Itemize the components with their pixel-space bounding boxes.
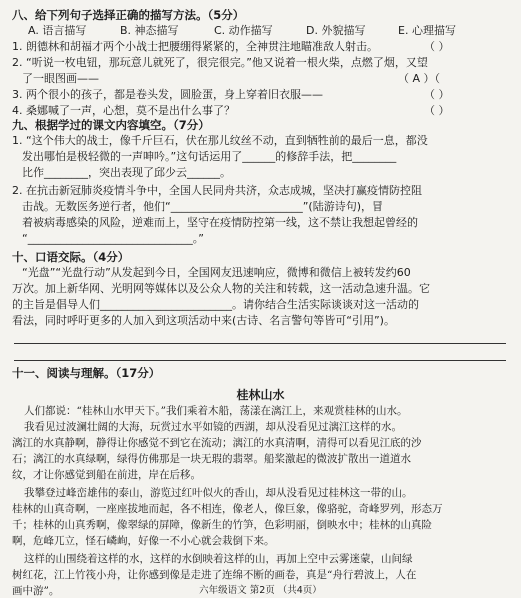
s8-answer-3: （ ） xyxy=(424,88,450,101)
s9-q2-line2: 击战。无数医务逆行者，他们“________________________”(陆游诗句)，冒 xyxy=(22,200,383,213)
essay-line: 画中游”。 xyxy=(12,585,60,597)
essay-line: 人们都说：“桂林山水甲天下。”我们乘着木船，荡漾在漓江上，来观赏桂林的山水。 xyxy=(24,405,408,417)
essay-line: 纹，才让你感觉到船在前进，岸在后移。 xyxy=(12,469,201,481)
option-a: A. 语言描写 xyxy=(28,24,87,37)
answer-line-1 xyxy=(14,343,506,344)
s8-question-1: 1. 朗德林和胡福才两个小战士把腰绷得紧紧的，全神贯注地瞄准敌人射击。 xyxy=(12,40,378,53)
s10-line3: 的主旨是倡导人们________________________。请你结合生活实际谈谈对这一活动的 xyxy=(12,298,419,311)
option-b: B. 神态描写 xyxy=(120,24,179,37)
s10-line4: 看法，同时呼吁更多的人加入到这项活动中来(古诗、名言警句等皆可“引用”)。 xyxy=(12,314,395,327)
s9-q1-line2: 发出哪怕是极轻微的一声呻吟。”这句话运用了______的修辞手法，把________ xyxy=(22,150,397,163)
essay-line: 树红花，江上竹筏小舟，让你感到像是走进了连绵不断的画卷，真是“舟行碧波上，人在 xyxy=(12,569,417,581)
s9-q1-line1: 1. “这个伟大的战士，像千斤巨石，伏在那儿纹丝不动，直到牺牲前的最后一息，都没 xyxy=(12,134,428,147)
essay-line: 桂林的山真奇啊，一座座拔地而起，各不相连，像老人，像巨象，像骆驼，奇峰罗列，形态万 xyxy=(12,503,443,515)
s10-line1: “光盘”“光盘行动”从发起到今日，全国网友迅速响应，微博和微信上被转发约60 xyxy=(22,266,411,279)
s9-q2-line3: 着被病毒感染的风险，逆难而上，坚守在疫情防控第一线，这不禁让我想起曾经的 xyxy=(22,216,418,229)
essay-line: 啊，危峰兀立，怪石嶙峋，好像一不小心就会栽倒下来。 xyxy=(12,535,275,547)
section-8-title: 八、给下列句子选择正确的描写方法。（5分） xyxy=(12,8,245,22)
option-d: D. 外貌描写 xyxy=(306,24,366,37)
s8-answer-1: （ ） xyxy=(424,40,450,53)
essay-line: 石；漓江的水真绿啊，绿得仿佛那是一块无瑕的翡翠。船桨激起的微波扩散出一道道水 xyxy=(12,453,411,465)
s9-q2-line1: 2. 在抗击新冠肺炎疫情斗争中，全国人民同舟共济，众志成城，坚决打赢疫情防控阻 xyxy=(12,184,422,197)
s8-question-2b: 了一眼图画—— xyxy=(22,72,99,85)
s8-question-2a: 2. “听说一枚电钮，那玩意儿就死了，很完很完。”他又说着一根火柴，点燃了烟，又望 xyxy=(12,56,428,69)
option-e: E. 心理描写 xyxy=(398,24,456,37)
section-9-title: 九、根据学过的课文内容填空。（7分） xyxy=(12,118,210,132)
section-10-title: 十、口语交际。（4分） xyxy=(12,250,130,264)
essay-line: 这样的山围绕着这样的水，这样的水倒映着这样的山，再加上空中云雾迷蒙，山间绿 xyxy=(24,553,413,565)
option-c: C. 动作描写 xyxy=(214,24,273,37)
s8-question-3: 3. 两个很小的孩子，都是卷头发，圆脸蛋，身上穿着旧衣服—— xyxy=(12,88,323,101)
page-footer: 六年级语文 第2页 （共4页） xyxy=(199,585,322,596)
s10-line2: 万次。加上新华网、光明网等媒体以及公众人物的关注和转载，这一活动急速升温。它 xyxy=(12,282,430,295)
section-11-title: 十一、阅读与理解。（17分） xyxy=(12,366,161,380)
s9-q2-line4: “______________________________。” xyxy=(22,232,204,245)
essay-line: 漓江的水真静啊，静得让你感觉不到它在流动；漓江的水真清啊，清得可以看见江底的沙 xyxy=(12,437,422,449)
essay-line: 千；桂林的山真秀啊，像翠绿的屏障，像新生的竹笋，色彩明丽，倒映水中；桂林的山真险 xyxy=(12,519,432,531)
s8-answer-2: （ A ）（ xyxy=(398,72,441,85)
essay-line: 我看见过波澜壮阔的大海，玩赏过水平如镜的西湖，却从没看见过漓江这样的水。 xyxy=(24,421,402,433)
s8-question-4: 4. 桑娜喊了一声，心想，莫不是出什么事了？ xyxy=(12,104,235,117)
essay-line: 我攀登过峰峦雄伟的泰山，游览过红叶似火的香山，却从没看见过桂林这一带的山。 xyxy=(24,487,413,499)
essay-title: 桂林山水 xyxy=(236,388,285,402)
s8-answer-4: （ ） xyxy=(424,104,450,117)
s9-q1-line3: 比作________，突出表现了邱少云______。 xyxy=(22,166,231,179)
answer-line-2 xyxy=(14,360,506,361)
